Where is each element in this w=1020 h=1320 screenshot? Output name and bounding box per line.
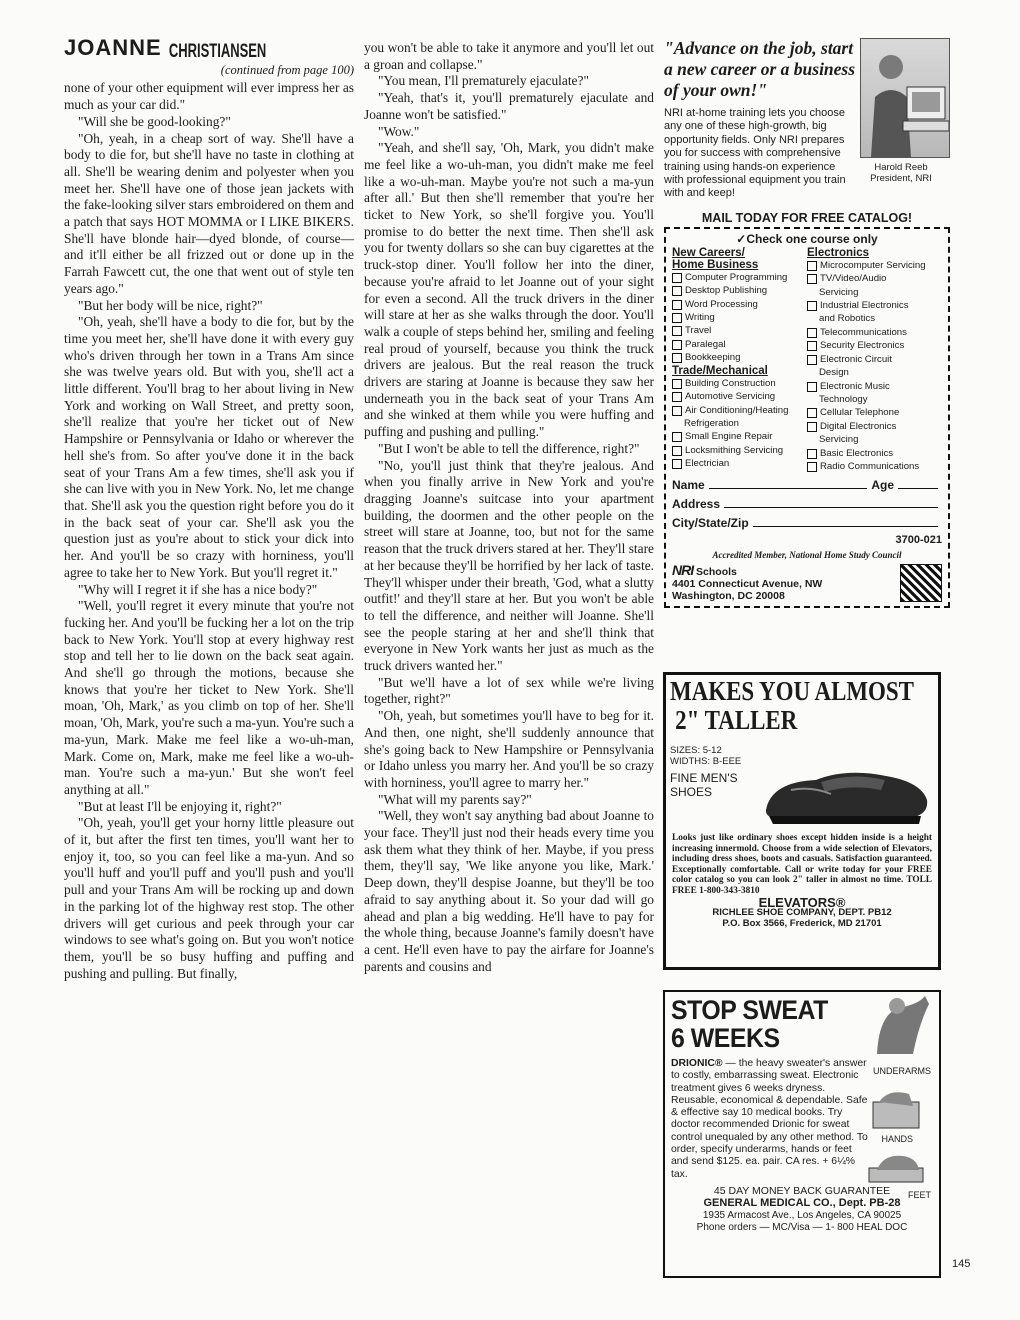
course-label: Small Engine Repair — [685, 431, 773, 443]
course-label: Radio Communications — [820, 460, 920, 472]
left-sub-2: Trade/Mechanical — [672, 364, 768, 377]
article-column-2 — [364, 40, 654, 975]
address-line[interactable] — [724, 507, 938, 508]
checkbox-icon[interactable] — [807, 382, 817, 392]
checkbox-icon[interactable] — [807, 462, 817, 472]
elevators-body-text: Looks just like ordinary shoes except hidden inside is a height increasing innermold. Choose from a wide selection of Elevators, including dress shoes, boots and casuals. Satisfaction guaranteed. Exceptionally comfortable. Call or write today for your FREE color catalog so you can look 2" taller in almost no time. TOLL FREE 1-800-343-3810 — [672, 833, 932, 896]
paragraph: "Yeah, that's it, you'll prematurely ejaculate and Joanne won't be satisfied." — [364, 90, 654, 122]
course-option[interactable] — [807, 299, 942, 312]
person-at-computer-icon — [861, 39, 949, 157]
label-hands: HANDS — [881, 1134, 913, 1144]
course-option[interactable] — [807, 447, 942, 460]
checkbox-icon[interactable] — [672, 379, 682, 389]
age-label: Age — [871, 478, 894, 493]
course-option[interactable] — [807, 272, 942, 285]
continued-note: (continued from page 100) — [220, 62, 354, 77]
check-one: ✓Check one course only — [736, 231, 878, 246]
checkbox-icon[interactable] — [672, 286, 682, 296]
checkbox-icon[interactable] — [807, 355, 817, 365]
paragraph: "Well, you'll regret it every minute that you're not fucking her. And you'll be fucking her a lot on the trip back to New York. You'll stop at every highway rest stop and tell her to lie down on the back seat again. And she'll go through the motions, because she knows that you're her ticket to New York. She'll moan, 'Oh, Mark,' as you climb on top of her. She'll moan, 'Oh, Mark, you're such a ma-yun. You're such a ma-yun, Mark. Make me feel like a wo-uh-man, Mark. Come on, Mark, make me feel like a wo-uh-man. You're such a ma-yun.' But she won't feel anything at all." — [64, 598, 354, 797]
course-label-cont: Refrigeration — [684, 417, 739, 429]
course-label: Air Conditioning/Heating — [685, 404, 789, 416]
course-label: Electrician — [685, 458, 730, 470]
course-label: Paralegal — [685, 338, 726, 350]
paragraph: "But I won't be able to tell the difference, right?" — [378, 440, 640, 456]
paragraph: "What will my parents say?" — [378, 791, 532, 807]
checkbox-icon[interactable] — [807, 408, 817, 418]
drionic-ad — [663, 990, 941, 1278]
checkbox-icon[interactable] — [807, 328, 817, 338]
course-label-cont: Technology — [819, 393, 868, 405]
drionic-address: 1935 Armacost Ave., Los Angeles, CA 90025 — [702, 1209, 902, 1221]
elevators-headline-2: 2" TALLER — [675, 705, 798, 735]
course-option[interactable] — [672, 338, 807, 351]
loafer-shoe-icon — [761, 760, 931, 828]
checkbox-icon[interactable] — [807, 274, 817, 284]
course-label: TV/Video/Audio — [820, 273, 887, 285]
course-label: Telecommunications — [820, 326, 907, 338]
course-label-cont: Servicing — [819, 286, 859, 298]
fine-mens-shoes: FINE MEN'S SHOES — [670, 771, 738, 799]
drionic-brand: DRIONIC® — [671, 1058, 723, 1069]
course-list-electronics — [807, 259, 942, 474]
drionic-headline-2: 6 WEEKS — [671, 1023, 780, 1053]
label-underarms: UNDERARMS — [872, 1066, 931, 1076]
drionic-company-block — [671, 1197, 933, 1234]
course-label: Writing — [685, 312, 715, 324]
paragraph: "Oh, yeah, but sometimes you'll have to beg for it. And then, one night, she'll suddenly announce that she's going back to New Hampshire or Pennsylvania or Idaho unless you marry her. And you'll be so crazy with horniness, you'll agree to marry her." — [364, 708, 654, 790]
drionic-body-text: — the heavy sweater's answer to costly, embarrassing sweat. Electronic treatment gives 6 weeks dryness. Reusable, economical & dependable. Safe & effective say 10 medical books. Try doctor recommended Drionic for sweat control unequaled by any other method. To order, specify underarms, hands or feet and send $125. ea. pair. CA res. + 6¼% tax. — [671, 1058, 868, 1180]
city-field[interactable] — [672, 516, 942, 530]
course-label: Security Electronics — [820, 340, 905, 352]
mail-today: MAIL TODAY FOR FREE CATALOG! — [701, 210, 913, 225]
paragraph: "Oh, yeah, you'll get your horny little pleasure out of it, but after the first ten times, you'll want her to enjoy it, too, so you can feel like a ma-yun. And so you'll huff and you'll puff and you'll push and you'll pull and your Trans Am will be rocking up and down in the parking lot of the highway rest stop. The other drivers will get curious and peek through your car windows to see what's going on. But you won't notice them, you'll be so busy huffing and puffing and pushing and pulling. But finally, — [64, 815, 354, 981]
paragraph: none of your other equipment will ever impress her as much as your car did." — [64, 80, 354, 113]
right-header: Electronics — [807, 246, 869, 259]
course-label: Locksmithing Servicing — [685, 444, 784, 456]
course-option[interactable] — [807, 420, 942, 433]
paragraph: "Will she be good-looking?" — [78, 113, 231, 129]
nri-ad — [664, 38, 950, 608]
nri-address-2: Washington, DC 20008 — [672, 590, 785, 603]
checkbox-icon[interactable] — [672, 392, 682, 402]
course-option[interactable] — [807, 460, 942, 473]
elevators-company: RICHLEE SHOE COMPANY, DEPT. PB12 — [712, 907, 892, 919]
checkbox-icon[interactable] — [807, 261, 817, 271]
paragraph: "Yeah, and she'll say, 'Oh, Mark, you didn't make me feel like a wo-uh-man, you didn't make me feel like a wo-uh-man. Maybe you're not such a ma-yun after all.' But then she'll remember that you're her ticket to New York, so she'll forgive you. You'll promise to do better the next time. Then she'll ask you for twenty dollars so she can buy cigarettes at the truck-stop diner. You'll follow her into the diner, because you're afraid to let Joanne out of your sight for even a second. All the truck drivers in the diner will stare at her as she walks through the door. You'll walk a couple of steps behind her, smiling and feeling real proud of yourself, because you think the truck drivers are jealous. But the real reason the truck drivers are staring at Joanne is because they saw her underneath you in the back seat of your Trans Am and she winked at them while you were huffing and puffing and pushing and pulling." — [364, 140, 654, 440]
city-line[interactable] — [753, 526, 938, 527]
course-label: Word Processing — [685, 298, 758, 310]
hand-device-icon — [869, 1088, 925, 1132]
person-photo — [860, 38, 950, 158]
widths: WIDTHS: B-EEE — [670, 756, 742, 767]
checkbox-icon[interactable] — [672, 300, 682, 310]
course-option[interactable] — [807, 326, 942, 339]
course-label: Computer Programming — [685, 271, 788, 283]
name-line[interactable] — [709, 488, 868, 489]
course-option[interactable] — [807, 339, 942, 352]
checkbox-icon[interactable] — [672, 406, 682, 416]
name-label: Name — [672, 478, 705, 493]
elevators-headline-1: MAKES YOU ALMOST — [670, 676, 914, 706]
checkbox-icon[interactable] — [672, 313, 682, 323]
nri-logo: NRI — [672, 562, 694, 579]
course-label: Basic Electronics — [820, 447, 894, 459]
checkbox-icon[interactable] — [807, 301, 817, 311]
checkbox-icon[interactable] — [807, 422, 817, 432]
course-option[interactable] — [672, 457, 807, 470]
elevators-body — [672, 833, 932, 929]
age-line[interactable] — [898, 488, 938, 489]
course-label: Electronic Circuit — [820, 353, 892, 365]
accredited-note: Accredited Member, National Home Study Council — [712, 550, 902, 561]
course-option[interactable] — [672, 298, 807, 311]
nri-address-block — [672, 564, 942, 602]
course-label: Bookkeeping — [685, 352, 741, 364]
paragraph: "Well, they won't say anything bad about Joanne to your face. They'll just nod their heads every time you ask them what they think of her. Maybe, if you press them, they'll say, 'We like anyone you like, Mark.' Deep down, they'll despise Joanne, but they'll be too afraid to say anything about it. So your dad will go ahead and plan a big wedding. He'll have to pay for the whole thing, because Joanne's family doesn't have a cent. He'll even have to pay the airfare for Joanne's parents and cousins and — [364, 808, 654, 974]
paragraph: "But at least I'll be enjoying it, right?" — [78, 798, 282, 814]
checkbox-icon[interactable] — [672, 459, 682, 469]
course-label: Digital Electronics — [820, 420, 897, 432]
paragraph: "Oh, yeah, she'll have a body to die for, but by the time you meet her, she'll have done it with every guy who's driven through her town in a Trans Am since she was twelve years old. But with you, she'll act a little different. You'll brag to her about living in New York and working on Wall Street, and pretty soon, she'll realize that you're her ticket out of New Hampshire or Pennsylvania or Idaho or wherever the hell she's from. So after you've done it in the back seat of your Trans Am a few times, she'll ask you if she can live with you in New York. No, let me change that. She'll ask you the question right before you do it in the back seat of your car. She'll ask you the question just as you're about to stick your dick into her. And you'll be so crazy with horniness, you'll agree to take her to New York. But you'll regret it." — [64, 314, 354, 580]
drionic-body — [671, 1058, 869, 1181]
elevators-ad — [663, 672, 941, 970]
course-option[interactable] — [672, 430, 807, 443]
course-option[interactable] — [672, 390, 807, 403]
nri-address-1: 4401 Connecticut Avenue, NW — [672, 578, 823, 591]
checkbox-icon[interactable] — [672, 446, 682, 456]
elevators-brand: ELEVATORS® — [758, 894, 846, 910]
sizes: SIZES: 5-12 — [670, 745, 722, 756]
course-label: Building Construction — [685, 377, 776, 389]
course-label-cont: Design — [819, 367, 849, 379]
city-label: City/State/Zip — [672, 516, 749, 531]
coupon-code: 3700-021 — [895, 534, 942, 547]
nri-headline: "Advance on the job, start a new career or a business of your own!" — [664, 38, 856, 100]
address-label: Address — [672, 497, 721, 512]
checkbox-icon[interactable] — [672, 273, 682, 283]
photo-caption — [856, 162, 946, 184]
byline-last: CHRISTIANSEN — [168, 38, 267, 62]
course-list-trade — [672, 377, 807, 471]
drionic-headline-1: STOP SWEAT — [671, 995, 828, 1025]
course-col-right — [807, 247, 942, 474]
course-col-left — [672, 247, 807, 474]
checkbox-icon[interactable] — [672, 326, 682, 336]
paragraph: "Oh, yeah, in a cheap sort of way. She'll have a body to die for, but she'll have no taste in clothing at all. She'll be wearing denim and polyester when you meet her. She'll have one of those jean jackets with the fake-looking silver stars embroidered on them and a patch that says HOT MOMMA or I LIKE BIKERS. She'll have blonde hair—dyed blonde, of course—and it'll either be all frizzed out or done up in the Farrah Fawcett cut, the one that went out of style ten years ago." — [64, 130, 354, 296]
paragraph: "Why will I regret it if she has a nice body?" — [78, 581, 318, 597]
course-option[interactable] — [807, 380, 942, 393]
course-option[interactable] — [807, 406, 942, 419]
course-option[interactable] — [672, 351, 807, 364]
course-label-cont: Servicing — [819, 434, 859, 446]
course-label: Travel — [685, 325, 712, 337]
caption-title: President, NRI — [870, 173, 932, 184]
caption-name: Harold Reeb — [874, 162, 928, 173]
course-option[interactable] — [672, 404, 807, 417]
order-coupon — [664, 227, 950, 609]
course-option[interactable] — [672, 444, 807, 457]
paragraph: you won't be able to take it anymore and you'll let out a groan and collapse." — [364, 40, 654, 72]
foot-device-icon — [867, 1150, 927, 1186]
nri-intro-text: NRI at-home training lets you choose any one of these high-growth, big opportunity fields. Only NRI prepares you for success with comprehensive training using hands-on experience with professional equipment you train with and keep! — [664, 107, 846, 200]
paragraph: "You mean, I'll prematurely ejaculate?" — [378, 73, 589, 89]
course-label-cont: and Robotics — [819, 313, 875, 325]
course-option[interactable] — [672, 324, 807, 337]
course-label: Cellular Telephone — [820, 407, 900, 419]
paragraph: "Wow." — [378, 123, 420, 139]
course-label: Electronic Music — [820, 380, 890, 392]
course-option[interactable] — [807, 259, 942, 272]
schools-label: Schools — [696, 566, 737, 579]
paragraph: "But we'll have a lot of sex while we're living together, right?" — [364, 674, 654, 707]
course-option[interactable] — [672, 284, 807, 297]
course-list-home — [672, 271, 807, 365]
left-sub-1: Home Business — [672, 258, 759, 271]
checkbox-icon[interactable] — [672, 353, 682, 363]
label-feet: FEET — [907, 1190, 931, 1200]
checkbox-icon[interactable] — [807, 341, 817, 351]
checkbox-icon[interactable] — [672, 432, 682, 442]
byline-first: JOANNE — [64, 35, 162, 60]
elevators-address: P.O. Box 3566, Frederick, MD 21701 — [722, 917, 882, 929]
course-grid — [672, 247, 942, 474]
course-option[interactable] — [807, 353, 942, 366]
left-header: New Careers/ — [672, 246, 745, 259]
paragraph: "No, you'll just think that they're jealous. And when you finally arrive in New York and you're dragging Joanne's suitcase into your apartment building, the doormen and the other people on the street will stare at Joanne, too, but not for the same reason that the truck drivers stared at her. They'll stare at her because they'll be horrified by her lack of taste. They'll whisper under their breath, 'God, what a slutty outfit!' and they'll stare at her. But you won't be able to tell the difference, and neither will Joanne. She'll see the people staring at her and she'll think that everyone in New York wants her just as much as the truck drivers wanted her." — [364, 457, 654, 674]
course-option[interactable] — [672, 377, 807, 390]
course-option[interactable] — [672, 311, 807, 324]
page-number: 145 — [952, 1258, 971, 1270]
address-field[interactable] — [672, 497, 942, 511]
checkbox-icon[interactable] — [807, 449, 817, 459]
byline — [64, 35, 354, 62]
underarm-photo-icon — [869, 994, 929, 1054]
guarantee: 45 DAY MONEY BACK GUARANTEE — [713, 1184, 891, 1197]
name-field[interactable] — [672, 478, 942, 492]
checkbox-icon[interactable] — [672, 340, 682, 350]
column-1-paragraphs — [64, 80, 354, 982]
mcgraw-hill-seal-icon — [900, 564, 942, 602]
paragraph: "But her body will be nice, right?" — [78, 297, 263, 313]
course-label: Industrial Electronics — [820, 300, 909, 312]
course-label: Microcomputer Servicing — [820, 259, 926, 271]
drionic-phone: Phone orders — MC/Visa — 1- 800 HEAL DOC — [696, 1221, 908, 1233]
course-option[interactable] — [672, 271, 807, 284]
drionic-company: GENERAL MEDICAL CO., Dept. PB-28 — [703, 1196, 901, 1209]
course-label: Automotive Servicing — [685, 391, 776, 403]
course-label: Desktop Publishing — [685, 285, 768, 297]
column-2-paragraphs — [364, 40, 654, 975]
article-column-1 — [64, 35, 354, 982]
